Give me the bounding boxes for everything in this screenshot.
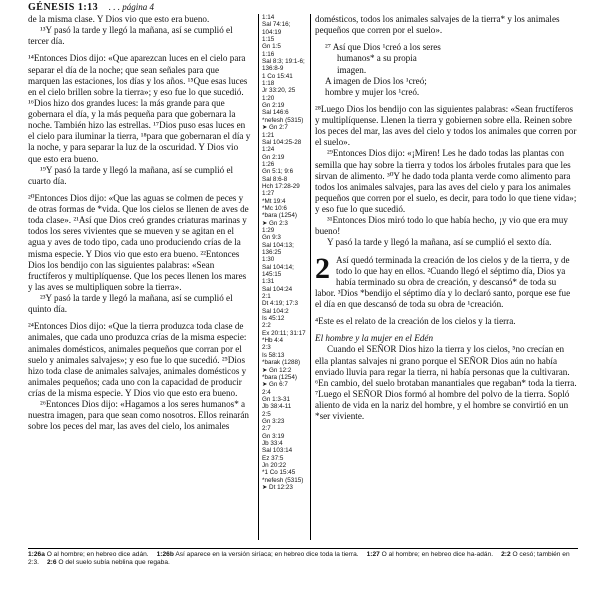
- verse-paragraph: ⁴Este es el relato de la creación de los cielos y la tierra.: [315, 316, 516, 327]
- verse-paragraph: Cuando el SEÑOR Dios hizo la tierra y los cielos, ⁵no crecían en ella plantas salvajes ni grano porque el SEÑOR Dios aún no había enviado lluvia para regar la tierra, ni había personas que la cultivaran. ⁶En cambio, del suelo brotaban manantiales que regaban* toda la tierra. ⁷Luego el SEÑOR Dios formó al hombre del polvo de la tierra. Sopló aliento de vida en la nariz del hombre, y el hombre se convirtió en un *ser viviente.: [315, 344, 577, 422]
- running-header: [28, 0, 568, 14]
- cross-reference: Gn 3:19: [262, 432, 285, 440]
- poetry-line: A imagen de Dios los ¹creó;: [325, 75, 427, 86]
- cross-reference: 2:4: [262, 388, 271, 396]
- section-heading: El hombre y la mujer en el Edén: [315, 333, 434, 344]
- cross-reference: 1:29: [262, 226, 275, 234]
- footnote-ref: 2:2: [501, 551, 511, 558]
- cross-reference: 1:31: [262, 278, 275, 286]
- cross-reference: Jn 20:22: [262, 461, 287, 469]
- cross-reference: *nefesh (5315): [262, 476, 304, 484]
- cross-reference: 1:16: [262, 50, 275, 58]
- cross-reference: 104:19: [262, 28, 282, 36]
- cross-reference: Sal 104:13;: [262, 241, 294, 249]
- cross-reference: ➤ Gn 2:7: [262, 124, 288, 132]
- column-divider-left: [258, 14, 259, 540]
- cross-reference: 1:27: [262, 190, 275, 198]
- cross-reference: 1:30: [262, 256, 275, 264]
- chapter-opening-text: Así quedó terminada la creación de los cielos y de la tierra, y de todo lo que hay en ellos. ²Cuando llegó el séptimo día, Dios ya había terminado su obra de creación, y descansó* de toda su labor. ³Dios *bendijo el séptimo día y lo declaró santo, porque ese fue el día en que descansó de toda su obra de ¹creación.: [315, 254, 571, 309]
- verse-paragraph: ²⁹Entonces Dios dijo: «¡Miren! Les he dado todas las plantas con semilla que hay sobre la tierra y todos los árboles frutales para que les sirvan de alimento. ³⁰Y he dado toda planta verde como alimento para todos los animales salvajes, para las aves del cielo y para los animales pequeños que corren por el suelo, es decir, para todo lo que tiene vida»; y eso fue lo que sucedió.: [315, 148, 577, 214]
- cross-reference: Is 45:12: [262, 315, 285, 323]
- cross-reference: Sal 104:24: [262, 285, 293, 293]
- footnotes: [28, 551, 580, 567]
- cross-reference: ➤ Dt 12:23: [262, 484, 293, 491]
- cross-reference: Ez 37:5: [262, 454, 284, 462]
- cross-reference: Jb 38:4-11: [262, 403, 292, 411]
- verse-paragraph: Y pasó la tarde y llegó la mañana, así se cumplió el sexto día.: [327, 237, 552, 248]
- cross-reference: 145:15: [262, 271, 282, 279]
- verse-paragraph: de la misma clase. Y Dios vio que esto era bueno.: [28, 14, 210, 24]
- chapter-number: 2: [315, 251, 330, 285]
- footnote-ref: 1:27: [366, 551, 380, 558]
- cross-reference: Jb 33:4: [262, 439, 283, 447]
- footnote-text: O del suelo subía neblina que regaba.: [58, 559, 170, 567]
- verse-paragraph: ²⁰Entonces Dios dijo: «Que las aguas se colmen de peces y de otras formas de *vida. Que los cielos se llenen de aves de toda clase». ²¹Así que Dios creó grandes criaturas marinas y todos los seres vivientes que se mueven y se agitan en el agua y aves de todo tipo, cada uno produciendo crías de la misma especie. Y Dios vio que esto era bueno. ²²Entonces Dios los bendijo con las siguientes palabras: «Sean fructíferos y multiplíquense. Que los peces llenen los mares y las aves se multipliquen sobre la tierra».: [28, 192, 249, 292]
- cross-reference: 2:1: [262, 293, 271, 301]
- cross-reference: *Mc 10:6: [262, 204, 287, 212]
- footnote-ref: 1:26b: [156, 551, 174, 558]
- footnote-ref: 1:26a: [28, 551, 45, 558]
- cross-reference: Sal 104:25-28: [262, 138, 302, 146]
- cross-reference: Hch 17:28-29: [262, 182, 300, 190]
- poetry-line: humanos* a su propia: [337, 53, 417, 64]
- cross-reference: Sal 74:16;: [262, 21, 291, 29]
- cross-reference: Gn 5:1; 9:6: [262, 168, 294, 176]
- cross-reference: 2:3: [262, 344, 271, 352]
- verse-paragraph: ²⁶Entonces Dios dijo: «Hagamos a los seres humanos* a nuestra imagen, para que sean como nosotros. Ellos reinarán sobre los peces del mar, las aves del cielo, los animales: [28, 399, 249, 432]
- cross-reference: 1:26: [262, 160, 275, 168]
- verse-paragraph: ¹⁹Y pasó la tarde y llegó la mañana, así se cumplió el cuarto día.: [28, 164, 234, 186]
- footnote-text: Así aparece en la versión siríaca; en hebreo dice toda la tierra.: [175, 551, 359, 558]
- cross-reference: Gn 1:3-31: [262, 395, 291, 403]
- cross-reference: ➤ Gn 2:3: [262, 219, 288, 227]
- cross-reference: 1:20: [262, 94, 275, 102]
- footnote-text: O al hombre; en hebreo dice adán.: [46, 551, 149, 558]
- verse-paragraph: ²⁸Luego Dios los bendijo con las siguientes palabras: «Sean fructíferos y multiplíquense. Llenen la tierra y gobiernen sobre ella. Reinen sobre los peces del mar, las aves del cielo y todos los animales que corren por el suelo».: [315, 103, 577, 148]
- cross-reference: *bara (1254): [262, 373, 298, 381]
- cross-reference: 136:25: [262, 249, 282, 256]
- chapter-opening: [315, 251, 577, 311]
- cross-reference: 2:7: [262, 425, 271, 433]
- footnote: [157, 551, 359, 558]
- cross-reference: Sal 104:14;: [262, 263, 294, 271]
- footnote: [28, 551, 149, 558]
- verse-paragraph: ²³Y pasó la tarde y llegó la mañana, así se cumplió el quinto día.: [28, 293, 233, 315]
- cross-reference: *Hb 4:4: [262, 337, 284, 345]
- verse-paragraph: ¹³Y pasó la tarde y llegó la mañana, así se cumplió el tercer día.: [28, 25, 233, 47]
- cross-reference: ➤ Gn 12:2: [262, 366, 292, 374]
- cross-reference-column: [262, 14, 310, 491]
- cross-reference: Dt 4:19; 17:3: [262, 300, 299, 308]
- verse-paragraph: ³¹Entonces Dios miró todo lo que había hecho, ¡y vio que era muy bueno!: [315, 215, 568, 237]
- cross-reference: Ex 20:11; 31:17: [262, 329, 306, 337]
- text-column-left: [28, 14, 252, 433]
- verse-paragraph: ²⁴Entonces Dios dijo: «Que la tierra produzca toda clase de animales, que cada uno produzca crías de la misma especie: animales domésticos, animales pequeños que corran por el suelo y animales salvajes»; y eso fue lo que sucedió. ²⁵Dios hizo toda clase de animales salvajes, animales domésticos y animales pequeños; cada uno con la capacidad de producir crías de la misma especie. Y Dios vio que esto era bueno.: [28, 321, 247, 398]
- footnote-ref: 2:6: [47, 559, 57, 567]
- footnote-text: O cesó; también en 2:3.: [28, 551, 570, 567]
- cross-reference: 136:8-9: [262, 65, 284, 73]
- cross-reference: 2:5: [262, 410, 271, 418]
- cross-reference: 2:2: [262, 322, 271, 330]
- cross-reference: Jr 33:20, 25: [262, 87, 296, 95]
- cross-reference: ➤ Gn 6:7: [262, 381, 288, 389]
- cross-reference: Sal 104:2: [262, 307, 289, 315]
- cross-reference: Sal 8:6-8: [262, 175, 288, 183]
- cross-reference: Gn 2:19: [262, 153, 285, 161]
- cross-reference: *barak (1288): [262, 359, 301, 367]
- footnote-text: O al hombre; en hebreo dice ha-adán.: [381, 551, 494, 558]
- verse-paragraph: domésticos, todos los animales salvajes de la tierra* y los animales pequeños que corren por el suelo».: [315, 14, 560, 36]
- cross-reference: 1:14: [262, 14, 275, 21]
- cross-reference: Sal 146:6: [262, 109, 289, 117]
- poetry-line: ²⁷ Así que Dios ¹creó a los seres: [325, 42, 441, 53]
- footnote: [367, 551, 493, 558]
- cross-reference: Gn 3:23: [262, 417, 285, 425]
- verse-paragraph: ¹⁴Entonces Dios dijo: «Que aparezcan luces en el cielo para separar el día de la noche; que sean señales para que marquen las estaciones, los días y los años. ¹⁵Que esas luces en el cielo brillen sobre la tierra»; y eso fue lo que sucedió. ¹⁶Dios hizo dos grandes luces: la más grande para que gobernara el día, y la más pequeña para que gobernara la noche. También hizo las estrellas. ¹⁷Dios puso esas luces en el cielo para iluminar la tierra, ¹⁸para que gobernaran el día y la noche, y para separar la luz de la oscuridad. Y Dios vio que esto era bueno.: [28, 53, 251, 164]
- poetry-line: hombre y mujer los ¹creó.: [325, 86, 420, 97]
- cross-reference: *1 Co 15:45: [262, 469, 296, 477]
- text-column-right: [315, 14, 577, 422]
- cross-reference: Gn 2:19: [262, 102, 285, 110]
- poetry-line: imagen.: [337, 64, 367, 75]
- cross-reference: 1:21: [262, 131, 275, 139]
- cross-reference: *bara (1254): [262, 212, 298, 220]
- cross-reference: 1:15: [262, 36, 275, 44]
- footnote-rule: [28, 548, 578, 549]
- cross-reference: Sal 103:14: [262, 447, 293, 455]
- cross-reference: *nefesh (5315): [262, 116, 304, 124]
- chapter-verse-reference: GÉNESIS 1:13: [28, 2, 99, 13]
- column-divider-right: [310, 14, 311, 540]
- cross-reference: Gn 1:5: [262, 43, 281, 51]
- page-label: . . . página 4: [108, 2, 154, 12]
- cross-reference: *Mt 19:4: [262, 197, 286, 205]
- cross-reference: 1 Co 15:41: [262, 72, 293, 80]
- cross-reference: 1:24: [262, 146, 275, 154]
- footnote: [47, 559, 170, 566]
- cross-reference: Is 58:13: [262, 351, 285, 359]
- cross-reference: Gn 9:3: [262, 234, 281, 242]
- cross-reference: 1:18: [262, 80, 275, 88]
- cross-reference: Sal 8:3; 19:1-6;: [262, 58, 305, 66]
